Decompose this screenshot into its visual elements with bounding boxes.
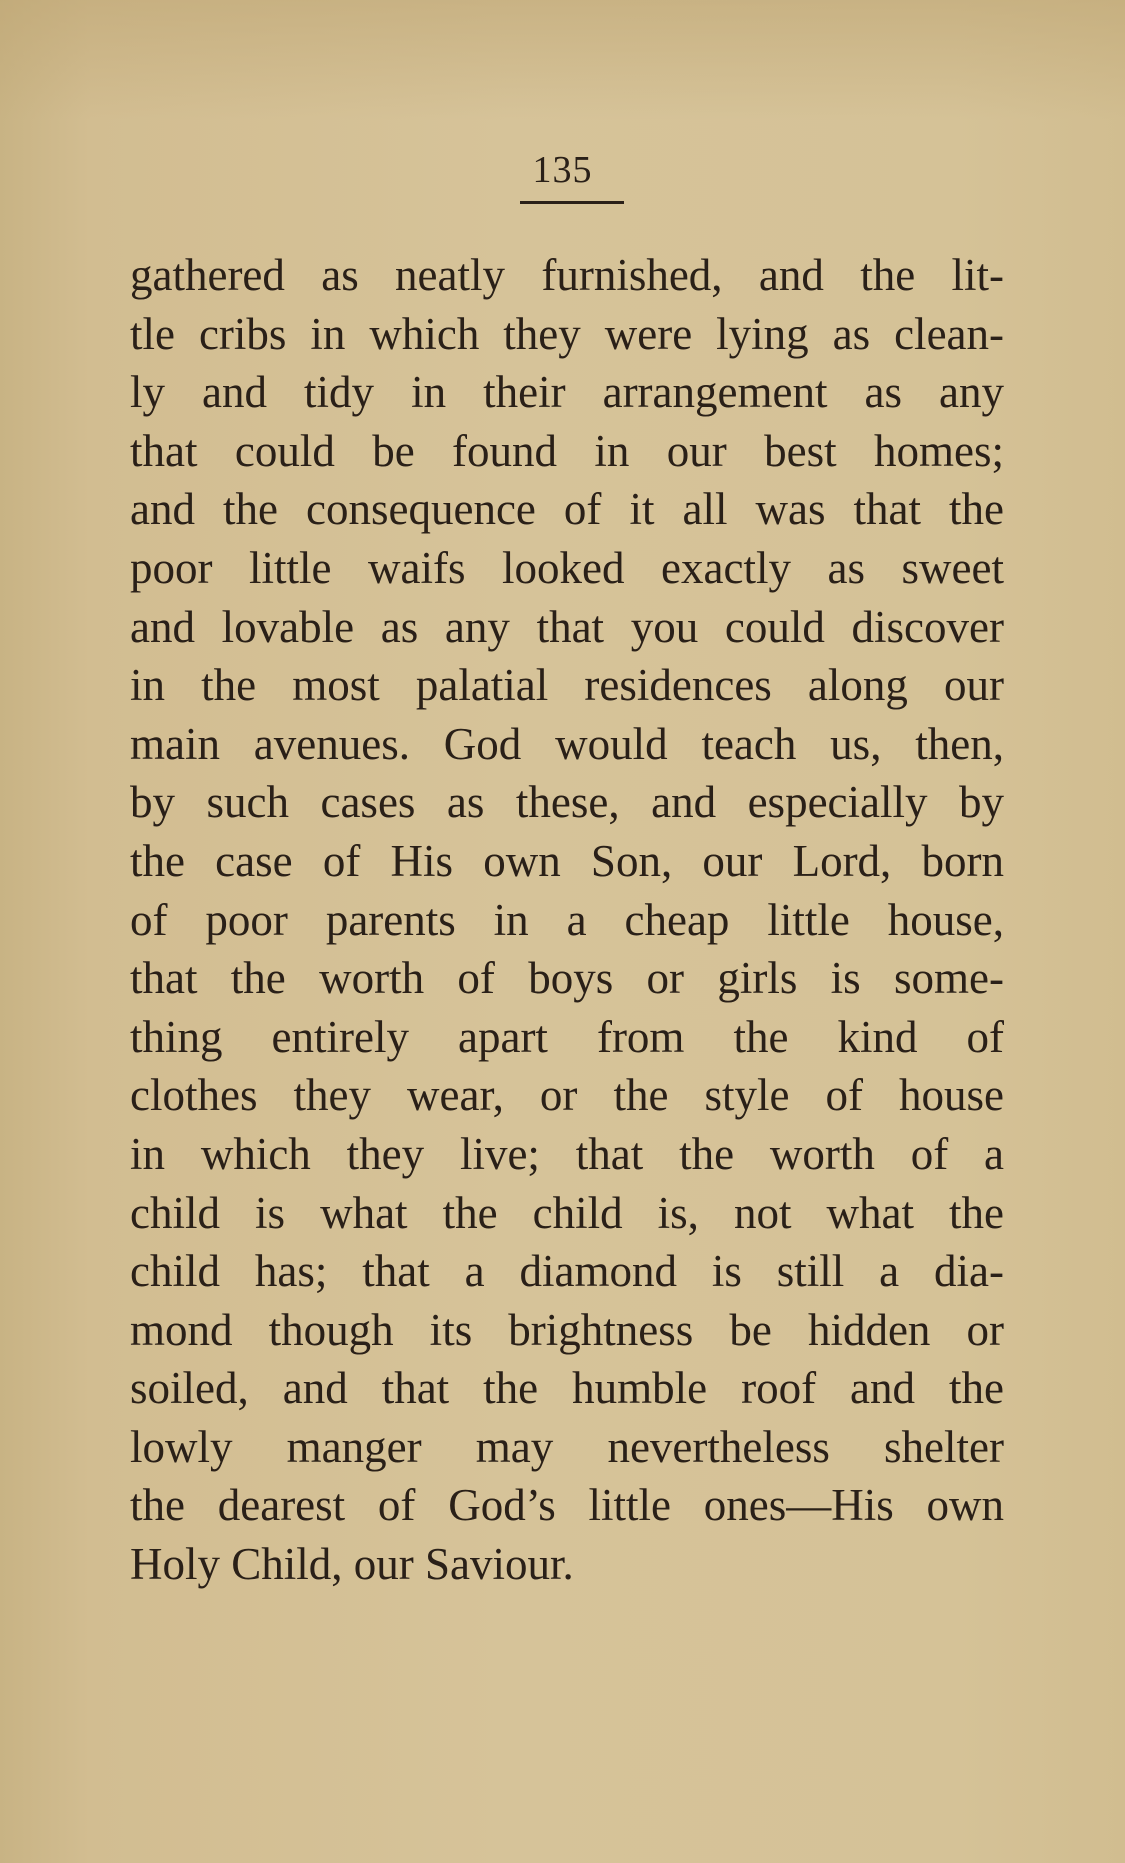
text-line: poor little waifs looked exactly as sweet <box>130 542 1004 593</box>
text-line: thing entirely apart from the kind of <box>130 1011 1004 1062</box>
text-line: that could be found in our best homes; <box>130 425 1004 476</box>
text-line: child is what the child is, not what the <box>130 1187 1004 1238</box>
text-line: in the most palatial residences along our <box>130 660 1004 711</box>
text-line: ly and tidy in their arrangement as any <box>130 367 1004 418</box>
text-line: child has; that a diamond is still a dia- <box>130 1246 1004 1297</box>
text-line: of poor parents in a cheap little house, <box>130 894 1004 945</box>
page-number: 135 <box>532 149 593 191</box>
text-line: main avenues. God would teach us, then, <box>130 718 1004 769</box>
text-line: tle cribs in which they were lying as clean- <box>130 308 1004 359</box>
text-line: soiled, and that the humble roof and the <box>130 1363 1004 1414</box>
body-text <box>130 246 1004 1594</box>
page-number-rule <box>520 201 624 204</box>
text-line: and the consequence of it all was that the <box>130 484 1004 535</box>
text-line: by such cases as these, and especially by <box>130 777 1004 828</box>
text-line: clothes they wear, or the style of house <box>130 1070 1004 1121</box>
text-line: that the worth of boys or girls is some- <box>130 953 1004 1004</box>
text-line: mond though its brightness be hidden or <box>130 1304 1004 1355</box>
text-line: gathered as neatly furnished, and the lit- <box>130 250 1004 300</box>
page-shading <box>0 0 1125 120</box>
text-line: lowly manger may nevertheless shelter <box>130 1421 1004 1472</box>
text-line: the case of His own Son, our Lord, born <box>130 835 1004 886</box>
text-line: and lovable as any that you could discover <box>130 601 1004 652</box>
text-line-last: Holy Child, our Saviour. <box>130 1539 574 1590</box>
text-line: the dearest of God’s little ones—His own <box>130 1480 1004 1531</box>
text-line: in which they live; that the worth of a <box>130 1128 1004 1179</box>
